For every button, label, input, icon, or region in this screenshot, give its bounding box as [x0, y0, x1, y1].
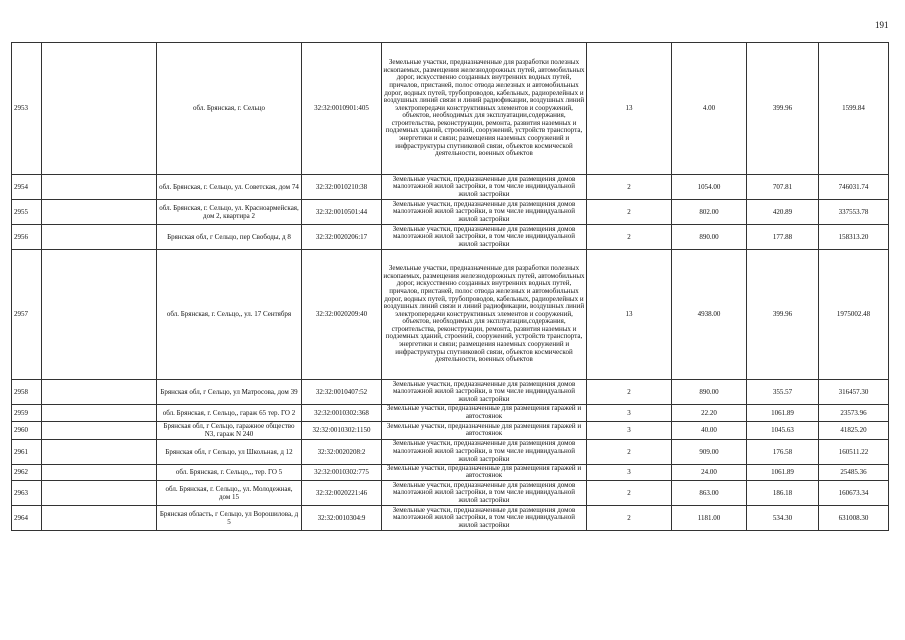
empty-cell	[42, 439, 157, 464]
address-cell: Брянская обл, г Сельцо, пер Свободы, д 8	[157, 225, 302, 250]
table-row	[12, 200, 889, 225]
row-number-cell: 2959	[12, 405, 42, 422]
cadastral-number-cell: 32:32:0010302:775	[302, 464, 382, 480]
land-use-purpose-cell: Земельные участки, предназначенные для размещения домов малоэтажной жилой застройки, в том числе индивидуальной жилой застройки	[382, 439, 587, 464]
group-number-cell: 13	[587, 250, 672, 380]
empty-cell	[42, 250, 157, 380]
row-number-cell: 2955	[12, 200, 42, 225]
specific-cadastral-value-cell: 186.18	[747, 481, 819, 506]
table-row	[12, 439, 889, 464]
empty-cell	[42, 225, 157, 250]
row-number-cell: 2962	[12, 464, 42, 480]
empty-cell	[42, 200, 157, 225]
empty-cell	[42, 380, 157, 405]
row-number-cell: 2954	[12, 175, 42, 200]
group-number-cell: 3	[587, 405, 672, 422]
specific-cadastral-value-cell: 399.96	[747, 250, 819, 380]
area-cell: 40.00	[672, 422, 747, 440]
area-cell: 4.00	[672, 43, 747, 175]
cadastral-value-cell: 160511.22	[819, 439, 889, 464]
cadastral-number-cell: 32:32:0010210:38	[302, 175, 382, 200]
cadastral-number-cell: 32:32:0010901:405	[302, 43, 382, 175]
cadastral-number-cell: 32:32:0010407:52	[302, 380, 382, 405]
group-number-cell: 13	[587, 43, 672, 175]
empty-cell	[42, 405, 157, 422]
table-row	[12, 506, 889, 531]
specific-cadastral-value-cell: 1061.89	[747, 405, 819, 422]
group-number-cell: 3	[587, 464, 672, 480]
address-cell: обл. Брянская, г. Сельцо,, ул. 17 Сентября	[157, 250, 302, 380]
land-use-purpose-cell: Земельные участки, предназначенные для размещения домов малоэтажной жилой застройки, в том числе индивидуальной жилой застройки	[382, 200, 587, 225]
area-cell: 909.00	[672, 439, 747, 464]
land-use-purpose-cell: Земельные участки, предназначенные для разработки полезных ископаемых, размещения железнодорожных путей, автомобильных дорог, искусственно созданных внутренних водных путей, причалов, пристаней, полос отвода железных и автомобильных дорог, водных путей, трубопроводов, кабельных, радиорелейных и воздушных линий связи и линий радиофикации, воздушных линий электропередачи конструктивных элементов и сооружений, объектов, необходимых для эксплуатации,содержания, строительства, реконструкции, ремонта, развития наземных и подземных зданий, строений, сооружений, устройств транспорта, энергетики и связи; размещения наземных сооружений и инфраструктуры спутниковой связи, объектов космической деятельности, военных объектов	[382, 250, 587, 380]
row-number-cell: 2956	[12, 225, 42, 250]
land-use-purpose-cell: Земельные участки, предназначенные для размещения гаражей и автостоянок	[382, 464, 587, 480]
area-cell: 890.00	[672, 225, 747, 250]
page-number: 191	[875, 20, 889, 30]
address-cell: Брянская область, г Сельцо, ул Ворошилова, д 5	[157, 506, 302, 531]
land-use-purpose-cell: Земельные участки, предназначенные для размещения гаражей и автостоянок	[382, 422, 587, 440]
specific-cadastral-value-cell: 176.58	[747, 439, 819, 464]
area-cell: 1054.00	[672, 175, 747, 200]
table-row	[12, 175, 889, 200]
cadastral-number-cell: 32:32:0020206:17	[302, 225, 382, 250]
specific-cadastral-value-cell: 399.96	[747, 43, 819, 175]
cadastral-number-cell: 32:32:0010501:44	[302, 200, 382, 225]
specific-cadastral-value-cell: 1061.89	[747, 464, 819, 480]
specific-cadastral-value-cell: 177.88	[747, 225, 819, 250]
cadastral-value-cell: 631008.30	[819, 506, 889, 531]
area-cell: 802.00	[672, 200, 747, 225]
area-cell: 890.00	[672, 380, 747, 405]
table-row	[12, 422, 889, 440]
group-number-cell: 2	[587, 380, 672, 405]
address-cell: обл. Брянская, г. Сельцо,, ул. Молодежная, дом 15	[157, 481, 302, 506]
cadastral-number-cell: 32:32:0010302:1150	[302, 422, 382, 440]
table-row	[12, 464, 889, 480]
row-number-cell: 2953	[12, 43, 42, 175]
empty-cell	[42, 43, 157, 175]
row-number-cell: 2964	[12, 506, 42, 531]
table-row	[12, 225, 889, 250]
group-number-cell: 2	[587, 200, 672, 225]
land-use-purpose-cell: Земельные участки, предназначенные для размещения домов малоэтажной жилой застройки, в том числе индивидуальной жилой застройки	[382, 225, 587, 250]
land-use-purpose-cell: Земельные участки, предназначенные для разработки полезных ископаемых, размещения железнодорожных путей, автомобильных дорог, искусственно созданных внутренних водных путей, причалов, пристаней, полос отвода железных и автомобильных дорог, водных путей, трубопроводов, кабельных, радиорелейных и воздушных линий связи и линий радиофикации, воздушных линий электропередачи конструктивных элементов и сооружений, объектов, необходимых для эксплуатации,содержания, строительства, реконструкции, ремонта, развития наземных и подземных зданий, строений, сооружений, устройств транспорта, энергетики и связи; размещения наземных сооружений и инфраструктуры спутниковой связи, объектов космической деятельности, военных объектов	[382, 43, 587, 175]
area-cell: 22.20	[672, 405, 747, 422]
row-number-cell: 2958	[12, 380, 42, 405]
cadastral-number-cell: 32:32:0010302:368	[302, 405, 382, 422]
area-cell: 1181.00	[672, 506, 747, 531]
empty-cell	[42, 464, 157, 480]
row-number-cell: 2961	[12, 439, 42, 464]
cadastral-value-cell: 1975002.48	[819, 250, 889, 380]
specific-cadastral-value-cell: 707.81	[747, 175, 819, 200]
table-row	[12, 481, 889, 506]
address-cell: обл. Брянская, г. Сельцо,, гараж 65 тер. ГО 2	[157, 405, 302, 422]
land-use-purpose-cell: Земельные участки, предназначенные для размещения домов малоэтажной жилой застройки, в том числе индивидуальной жилой застройки	[382, 380, 587, 405]
group-number-cell: 2	[587, 506, 672, 531]
table-row	[12, 250, 889, 380]
table-row	[12, 380, 889, 405]
specific-cadastral-value-cell: 420.89	[747, 200, 819, 225]
cadastral-value-cell: 158313.20	[819, 225, 889, 250]
cadastral-value-cell: 160673.34	[819, 481, 889, 506]
address-cell: Брянская обл, г Сельцо, гаражное общество N3, гараж N 240	[157, 422, 302, 440]
land-use-purpose-cell: Земельные участки, предназначенные для размещения домов малоэтажной жилой застройки, в том числе индивидуальной жилой застройки	[382, 481, 587, 506]
cadastral-value-cell: 23573.96	[819, 405, 889, 422]
group-number-cell: 2	[587, 225, 672, 250]
cadastral-value-cell: 25485.36	[819, 464, 889, 480]
land-use-purpose-cell: Земельные участки, предназначенные для размещения домов малоэтажной жилой застройки, в том числе индивидуальной жилой застройки	[382, 175, 587, 200]
empty-cell	[42, 506, 157, 531]
land-use-purpose-cell: Земельные участки, предназначенные для размещения домов малоэтажной жилой застройки, в том числе индивидуальной жилой застройки	[382, 506, 587, 531]
address-cell: обл. Брянская, г. Сельцо,,, тер. ГО 5	[157, 464, 302, 480]
cadastral-number-cell: 32:32:0020209:40	[302, 250, 382, 380]
cadastral-register-table	[11, 42, 889, 531]
group-number-cell: 2	[587, 481, 672, 506]
cadastral-value-cell: 1599.84	[819, 43, 889, 175]
land-use-purpose-cell: Земельные участки, предназначенные для размещения гаражей и автостоянок	[382, 405, 587, 422]
address-cell: Брянская обл, г Сельцо, ул Школьная, д 12	[157, 439, 302, 464]
group-number-cell: 3	[587, 422, 672, 440]
cadastral-number-cell: 32:32:0010304:9	[302, 506, 382, 531]
specific-cadastral-value-cell: 355.57	[747, 380, 819, 405]
group-number-cell: 2	[587, 175, 672, 200]
specific-cadastral-value-cell: 534.30	[747, 506, 819, 531]
area-cell: 4938.00	[672, 250, 747, 380]
row-number-cell: 2963	[12, 481, 42, 506]
address-cell: Брянская обл, г Сельцо, ул Матросова, дом 39	[157, 380, 302, 405]
table-row	[12, 43, 889, 175]
address-cell: обл. Брянская, г. Сельцо, ул. Советская, дом 74	[157, 175, 302, 200]
cadastral-value-cell: 746031.74	[819, 175, 889, 200]
row-number-cell: 2960	[12, 422, 42, 440]
empty-cell	[42, 481, 157, 506]
cadastral-value-cell: 41825.20	[819, 422, 889, 440]
table-row	[12, 405, 889, 422]
cadastral-number-cell: 32:32:0020208:2	[302, 439, 382, 464]
cadastral-value-cell: 316457.30	[819, 380, 889, 405]
group-number-cell: 2	[587, 439, 672, 464]
address-cell: обл. Брянская, г. Сельцо, ул. Красноармейская, дом 2, квартира 2	[157, 200, 302, 225]
empty-cell	[42, 422, 157, 440]
cadastral-value-cell: 337553.78	[819, 200, 889, 225]
area-cell: 24.00	[672, 464, 747, 480]
specific-cadastral-value-cell: 1045.63	[747, 422, 819, 440]
address-cell: обл. Брянская, г. Сельцо	[157, 43, 302, 175]
row-number-cell: 2957	[12, 250, 42, 380]
cadastral-number-cell: 32:32:0020221:46	[302, 481, 382, 506]
area-cell: 863.00	[672, 481, 747, 506]
empty-cell	[42, 175, 157, 200]
